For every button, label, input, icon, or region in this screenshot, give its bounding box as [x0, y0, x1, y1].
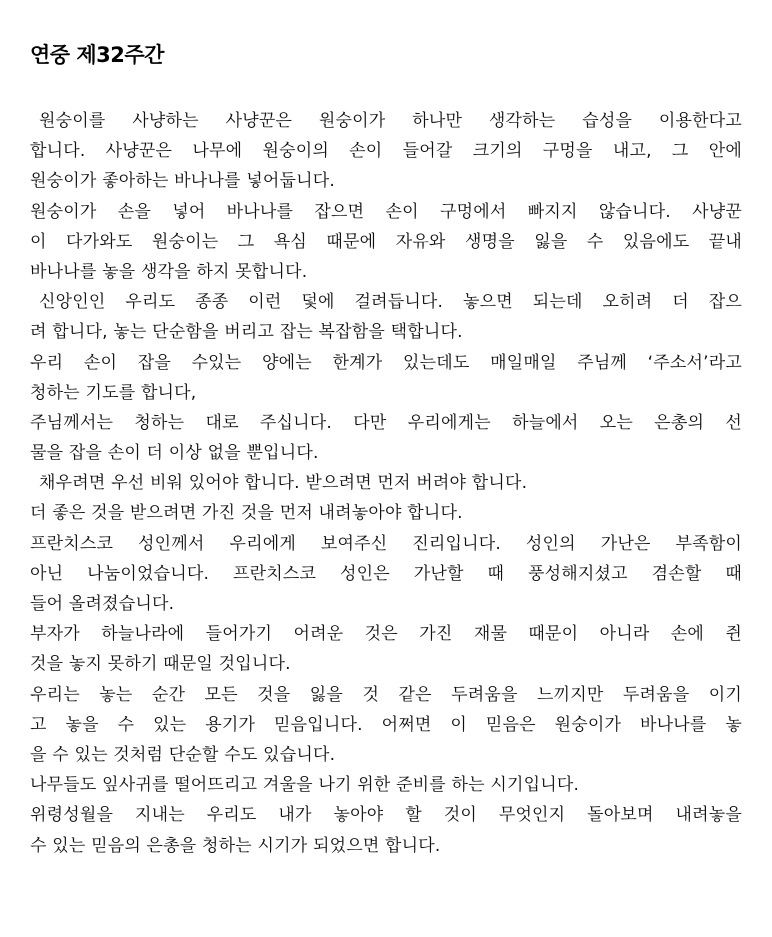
document-body: [30, 106, 742, 861]
body-text-line: 물을 잡을 손이 더 이상 없을 뿐입니다.: [30, 443, 319, 464]
body-text-line: 수 있는 믿음의 은총을 청하는 시기가 되었으면 합니다.: [30, 835, 441, 856]
body-text-line: 우리 손이 잡을 수있는 양에는 한계가 있는데도 매일매일 주님께 ‘주소서’라고: [30, 352, 742, 373]
body-text-line: 것을 놓지 못하기 때문일 것입니다.: [30, 654, 291, 675]
body-text-line: 려 합니다, 놓는 단순함을 버리고 잡는 복잡함을 택합니다.: [30, 322, 463, 343]
body-text-line: 더 좋은 것을 받으려면 가진 것을 먼저 내려놓아야 합니다.: [30, 503, 463, 524]
body-text-line: 우리는 놓는 순간 모든 것을 잃을 것 같은 두려움을 느끼지만 두려움을 이기: [30, 684, 742, 705]
body-text-line: 청하는 기도를 합니다,: [30, 382, 197, 403]
body-text-line: 주님께서는 청하는 대로 주십니다. 다만 우리에게는 하늘에서 오는 은총의 선: [30, 412, 742, 433]
body-text-line: 부자가 하늘나라에 들어가기 어려운 것은 가진 재물 때문이 아니라 손에 쥔: [30, 624, 742, 645]
body-text-line: 원숭이가 좋아하는 바나나를 넣어둡니다.: [30, 171, 335, 192]
body-text-line: 프란치스코 성인께서 우리에게 보여주신 진리입니다. 성인의 가난은 부족함이: [30, 533, 742, 554]
body-text-line: 고 놓을 수 있는 용기가 믿음입니다. 어쩌면 이 믿음은 원숭이가 바나나를 놓: [30, 714, 742, 735]
body-text-line: 원숭이를 사냥하는 사냥꾼은 원숭이가 하나만 생각하는 습성을 이용한다고: [39, 111, 742, 131]
body-text-line: 을 수 있는 것처럼 단순할 수도 있습니다.: [30, 744, 336, 765]
body-text-line: 원숭이가 손을 넣어 바나나를 잡으면 손이 구멍에서 빠지지 않습니다. 사냥꾼: [30, 201, 742, 222]
body-text-line: 들어 올려졌습니다.: [30, 594, 175, 614]
body-text-line: 합니다. 사냥꾼은 나무에 원숭이의 손이 들어갈 크기의 구멍을 내고, 그 안에: [30, 141, 742, 162]
body-text-line: 위령성월을 지내는 우리도 내가 놓아야 할 것이 무엇인지 돌아보며 내려놓을: [30, 805, 742, 826]
body-text-line: 바나나를 놓을 생각을 하지 못합니다.: [30, 261, 308, 282]
body-text-line: 신앙인인 우리도 종종 이런 덫에 걸려듭니다. 놓으면 되는데 오히려 더 잡으: [39, 292, 742, 313]
document-title: 연중 제32주간: [30, 43, 164, 67]
body-text-line: 이 다가와도 원숭이는 그 욕심 때문에 자유와 생명을 잃을 수 있음에도 끝내: [30, 231, 742, 252]
body-text-line: 나무들도 잎사귀를 떨어뜨리고 겨울을 나기 위한 준비를 하는 시기입니다.: [30, 775, 580, 796]
body-text-line: 채우려면 우선 비워 있어야 합니다. 받으려면 먼저 버려야 합니다.: [39, 473, 528, 494]
body-text-line: 아닌 나눔이었습니다. 프란치스코 성인은 가난할 때 풍성해지셨고 겸손할 때: [30, 563, 742, 584]
